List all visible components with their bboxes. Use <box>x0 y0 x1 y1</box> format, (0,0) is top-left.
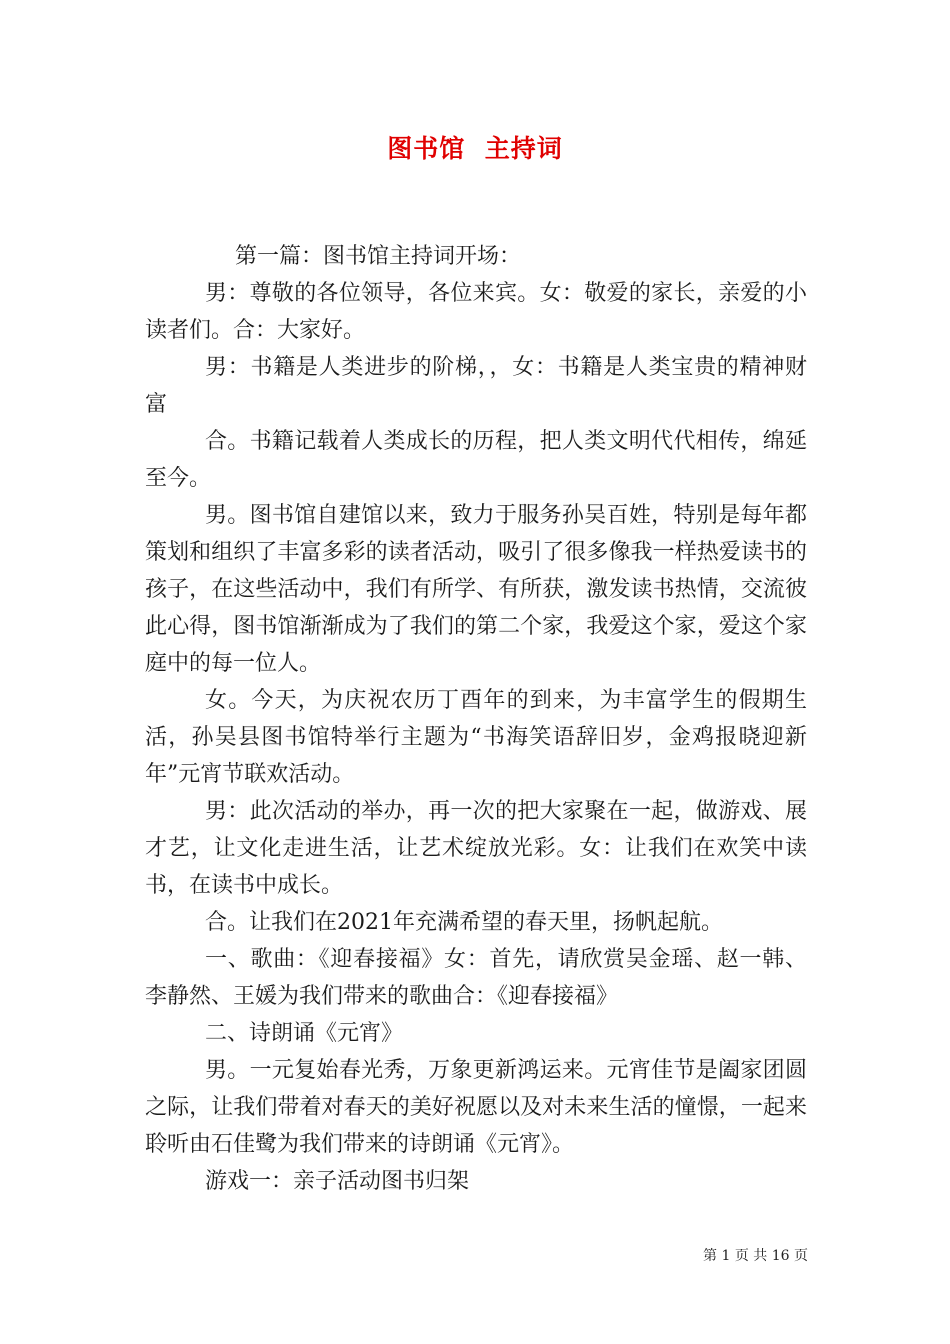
paragraph-8: 合。让我们在2021年充满希望的春天里，扬帆起航。 <box>205 910 723 935</box>
document-body <box>145 238 807 1200</box>
paragraph-12: 游戏一：亲子活动图书归架 <box>205 1169 470 1194</box>
paragraph-11: 男。一元复始春光秀，万象更新鸿运来。元宵佳节是阖家团圆之际，让我们带着对春天的美好祝愿以及对未来生活的憧憬，一起来聆听由石佳鹭为我们带来的诗朗诵《元宵》。 <box>145 1058 807 1157</box>
paragraph-7: 男：此次活动的举办，再一次的把大家聚在一起，做游戏、展才艺，让文化走进生活，让艺术绽放光彩。女：让我们在欢笑中读书，在读书中成长。 <box>145 799 807 898</box>
paragraph-10: 二、诗朗诵《元宵》 <box>205 1021 404 1046</box>
paragraph-2: 男：尊敬的各位领导，各位来宾。女：敬爱的家长，亲爱的小读者们。合：大家好。 <box>145 281 807 343</box>
paragraph-4: 合。书籍记载着人类成长的历程，把人类文明代代相传，绵延至今。 <box>145 429 807 491</box>
paragraph-9: 一、歌曲：《迎春接福》女：首先，请欣赏吴金瑶、赵一韩、李静然、王媛为我们带来的歌曲合：《迎春接福》 <box>145 947 807 1009</box>
paragraph-5: 男。图书馆自建馆以来，致力于服务孙吴百姓，特别是每年都策划和组织了丰富多彩的读者活动，吸引了很多像我一样热爱读书的孩子，在这些活动中，我们有所学、有所获，激发读书热情，交流彼此心得，图书馆渐渐成为了我们的第二个家，我爱这个家，爱这个家庭中的每一位人。 <box>145 503 807 676</box>
paragraph-1: 第一篇：图书馆主持词开场： <box>235 244 522 269</box>
paragraph-3: 男：书籍是人类进步的阶梯，，女：书籍是人类宝贵的精神财富 <box>145 355 807 417</box>
document-title: 图书馆 主持词 <box>387 134 563 163</box>
page-number-footer: 第 1 页 共 16 页 <box>703 1248 808 1264</box>
paragraph-6: 女。今天，为庆祝农历丁酉年的到来，为丰富学生的假期生活，孙吴县图书馆特举行主题为“书海笑语辞旧岁，金鸡报晓迎新年”元宵节联欢活动。 <box>145 688 807 787</box>
